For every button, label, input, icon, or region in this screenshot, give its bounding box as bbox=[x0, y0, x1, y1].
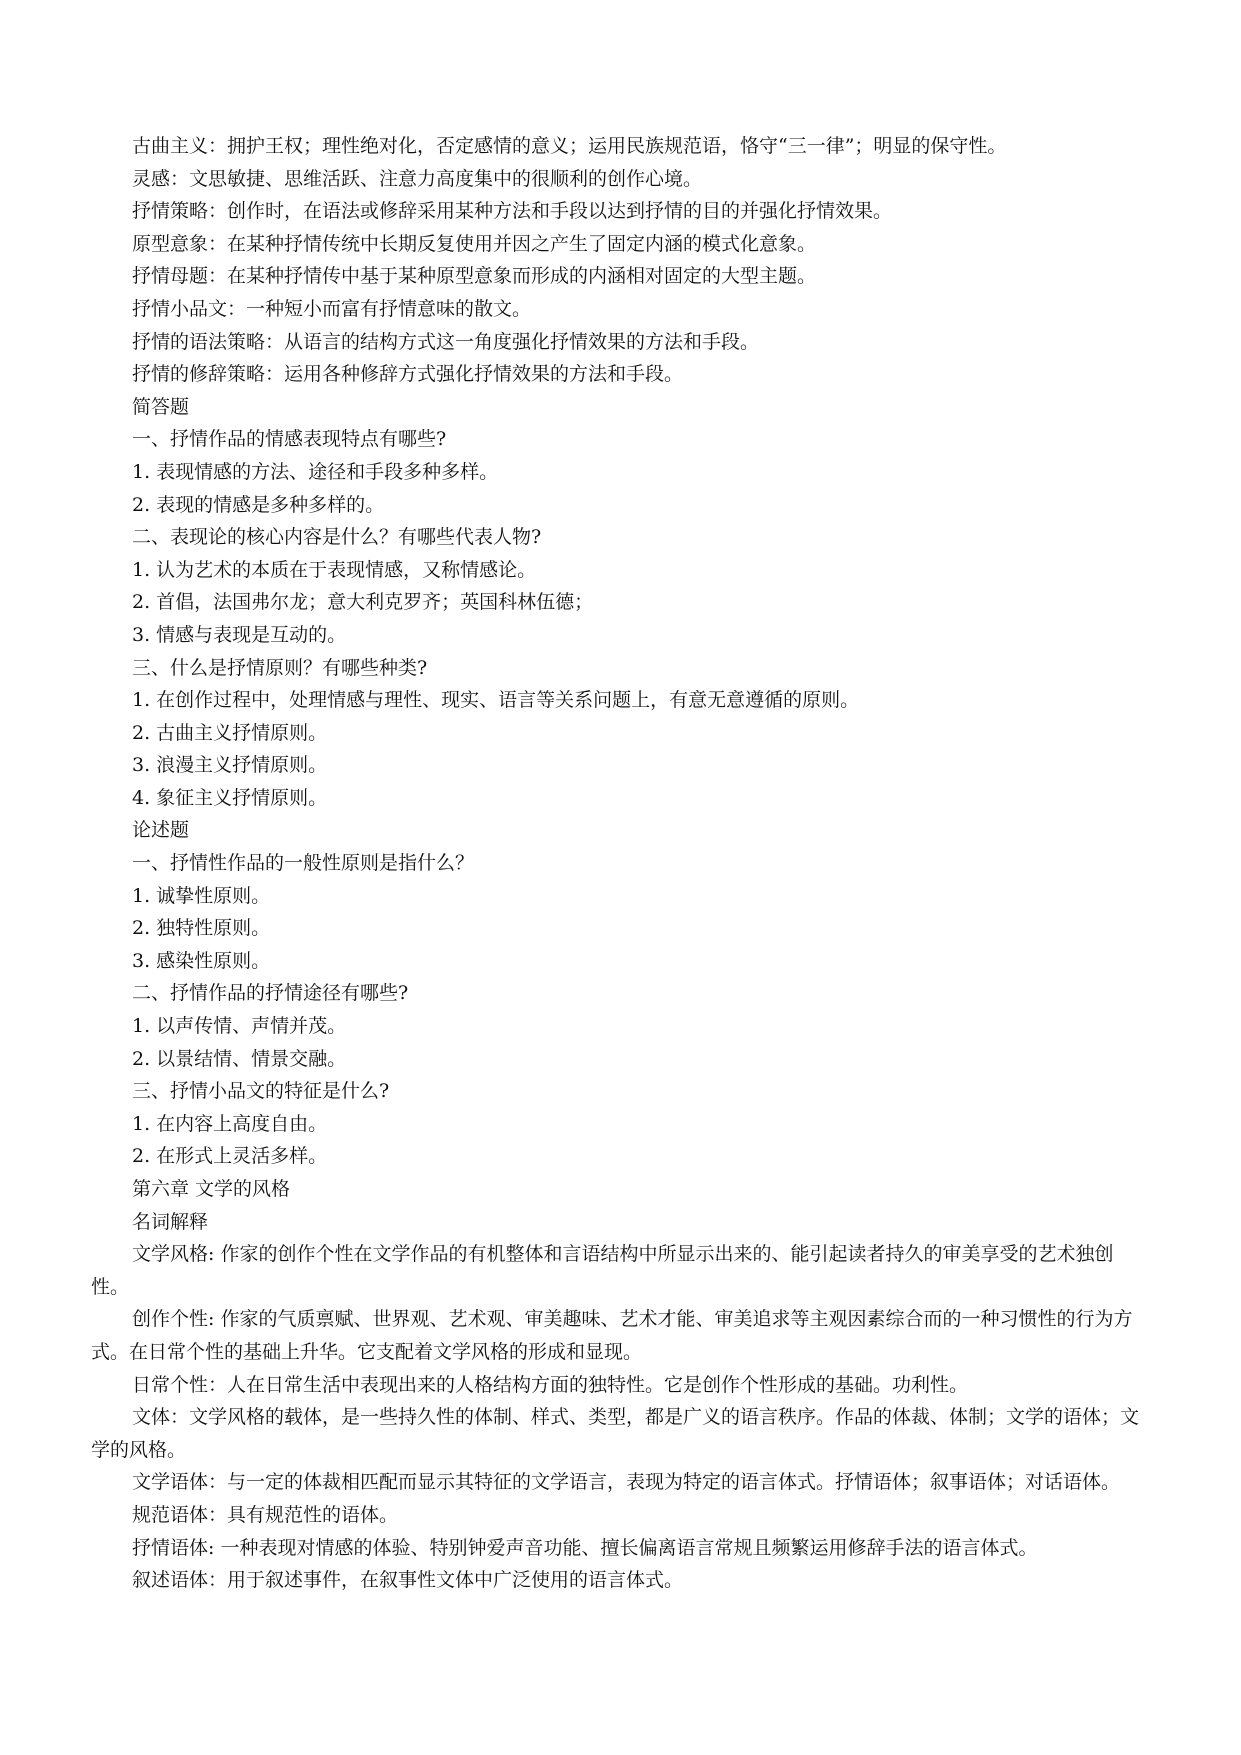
chapter-heading: 第六章 文学的风格 bbox=[132, 1178, 291, 1200]
term-definition: 创作个性: 作家的气质禀赋、世界观、艺术观、审美趣味、艺术才能、审美追求等主观因素综合而的一种习惯性的行为方式。在日常个性的基础上升华。它支配着文学风格的形成和显现。 bbox=[91, 1308, 1133, 1363]
answer-item: 2. 表现的情感是多种多样的。 bbox=[132, 493, 385, 516]
paragraph: 灵感：文思敏捷、思维活跃、注意力高度集中的很顺利的创作心境。 bbox=[132, 167, 703, 190]
answer-item: 2. 古曲主义抒情原则。 bbox=[132, 721, 328, 744]
answer-item: 1. 表现情感的方法、途径和手段多种多样。 bbox=[132, 460, 499, 483]
document-page bbox=[91, 130, 1151, 1597]
question: 一、抒情作品的情感表现特点有哪些? bbox=[132, 428, 447, 451]
paragraph: 古曲主义：拥护王权；理性绝对化，否定感情的意义；运用民族规范语，恪守“三一律”；明显的保守性。 bbox=[132, 135, 1007, 157]
term-definition: 文学风格: 作家的创作个性在文学作品的有机整体和言语结构中所显示出来的、能引起读者持久的审美享受的艺术独创性。 bbox=[91, 1243, 1114, 1298]
answer-item: 1. 在内容上高度自由。 bbox=[132, 1112, 328, 1135]
section-heading: 论述题 bbox=[132, 819, 190, 842]
paragraph: 抒情小品文：一种短小而富有抒情意味的散文。 bbox=[132, 297, 532, 320]
answer-item: 3. 感染性原则。 bbox=[132, 949, 271, 972]
term-definition: 文体：文学风格的载体，是一些持久性的体制、样式、类型，都是广义的语言秩序。作品的体裁、体制；文学的语体；文学的风格。 bbox=[91, 1406, 1140, 1461]
question: 二、抒情作品的抒情途径有哪些? bbox=[132, 982, 409, 1005]
question: 三、什么是抒情原则？有哪些种类? bbox=[132, 656, 428, 679]
answer-item: 2. 以景结情、情景交融。 bbox=[132, 1047, 347, 1070]
term-definition: 叙述语体：用于叙述事件，在叙事性文体中广泛使用的语言体式。 bbox=[132, 1569, 684, 1592]
paragraph: 抒情的语法策略：从语言的结构方式这一角度强化抒情效果的方法和手段。 bbox=[132, 330, 760, 353]
question: 二、表现论的核心内容是什么？有哪些代表人物? bbox=[132, 526, 542, 549]
term-definition: 文学语体：与一定的体裁相匹配而显示其特征的文学语言，表现为特定的语言体式。抒情语体；叙事语体；对话语体。 bbox=[132, 1471, 1121, 1494]
term-definition: 抒情语体: 一种表现对情感的体验、特别钟爱声音功能、擅长偏离语言常规且频繁运用修辞手法的语言体式。 bbox=[132, 1536, 1038, 1559]
answer-item: 1. 在创作过程中，处理情感与理性、现实、语言等关系问题上，有意无意遵循的原则。 bbox=[132, 689, 860, 712]
answer-item: 2. 在形式上灵活多样。 bbox=[132, 1145, 328, 1168]
paragraph: 抒情策略：创作时，在语法或修辞采用某种方法和手段以达到抒情的目的并强化抒情效果。 bbox=[132, 200, 893, 223]
paragraph: 抒情母题：在某种抒情传中基于某种原型意象而形成的内涵相对固定的大型主题。 bbox=[132, 265, 817, 288]
answer-item: 1. 认为艺术的本质在于表现情感，又称情感论。 bbox=[132, 558, 537, 581]
paragraph: 抒情的修辞策略：运用各种修辞方式强化抒情效果的方法和手段。 bbox=[132, 363, 684, 386]
answer-item: 1. 诚挚性原则。 bbox=[132, 884, 271, 907]
answer-item: 1. 以声传情、声情并茂。 bbox=[132, 1015, 347, 1038]
question: 一、抒情性作品的一般性原则是指什么？ bbox=[132, 852, 475, 875]
answer-item: 2. 首倡，法国弗尔龙；意大利克罗齐；英国科林伍德； bbox=[132, 591, 594, 614]
answer-item: 2. 独特性原则。 bbox=[132, 917, 271, 940]
answer-item: 4. 象征主义抒情原则。 bbox=[132, 786, 328, 809]
section-heading: 名词解释 bbox=[132, 1210, 209, 1233]
term-definition: 日常个性：人在日常生活中表现出来的人格结构方面的独特性。它是创作个性形成的基础。功利性。 bbox=[132, 1373, 969, 1396]
answer-item: 3. 情感与表现是互动的。 bbox=[132, 623, 347, 646]
question: 三、抒情小品文的特征是什么? bbox=[132, 1080, 390, 1103]
term-definition: 规范语体：具有规范性的语体。 bbox=[132, 1503, 399, 1526]
answer-item: 3. 浪漫主义抒情原则。 bbox=[132, 754, 328, 777]
section-heading: 简答题 bbox=[132, 395, 190, 418]
paragraph: 原型意象：在某种抒情传统中长期反复使用并因之产生了固定内涵的模式化意象。 bbox=[132, 232, 817, 255]
